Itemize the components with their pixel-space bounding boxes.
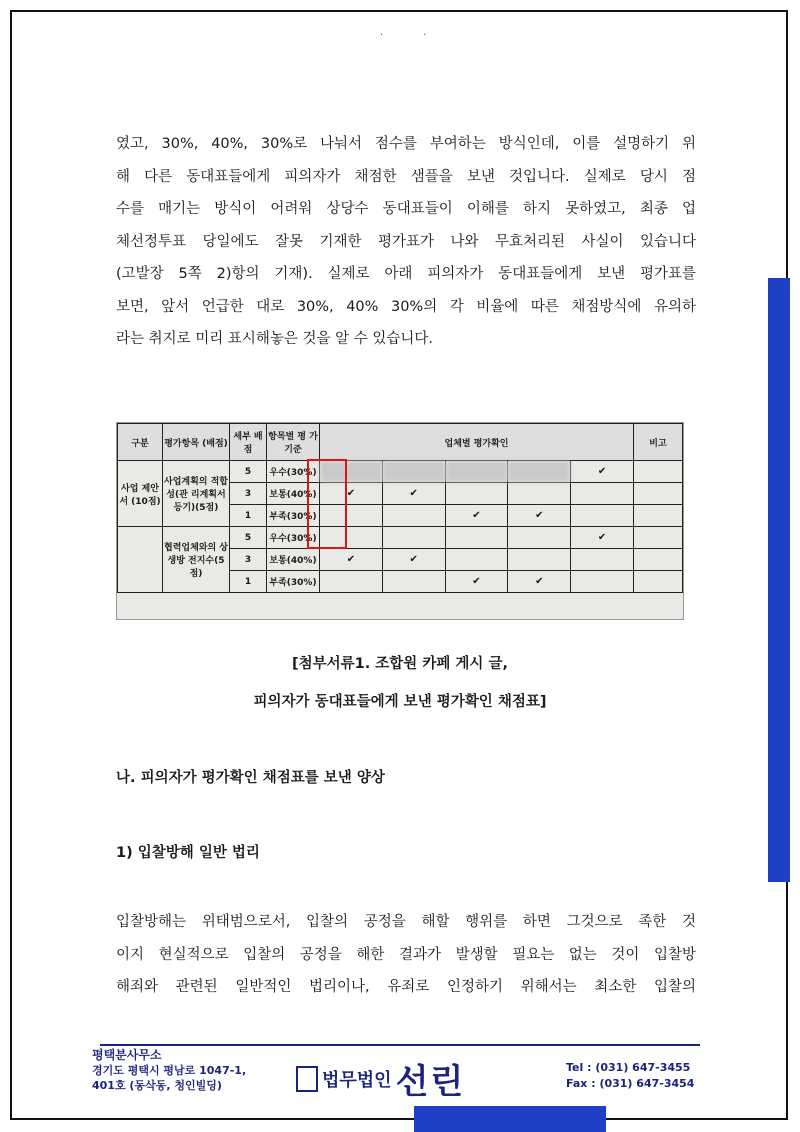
text-line: 라는 취지로 미리 표시해놓은 것을 알 수 있습니다. (116, 331, 434, 347)
header-remarks: 비고 (634, 424, 683, 461)
row-grade: 보통(40%) (267, 549, 320, 571)
text-line: 해 다른 동대표들에게 피의자가 채점한 샘플을 보낸 것입니다. 실제로 당시 점 (116, 168, 696, 185)
row-grade: 부족(30%) (267, 505, 320, 527)
text-line: 입찰방해는 위태범으로서, 입찰의 공정을 해할 행위를 하면 그것으로 족한 것 (116, 914, 696, 930)
fax-number: Fax : (031) 647-3454 (566, 1077, 695, 1090)
figure-caption-line1: [첨부서류1. 조합원 카페 게시 글, (291, 656, 508, 672)
office-address-2: 401호 (동삭동, 청인빌딩) (92, 1079, 222, 1092)
scan-dots: ·· (380, 30, 467, 41)
check-mark: ✔ (382, 549, 445, 571)
row-grade: 우수(30%) (267, 461, 320, 483)
scoring-table-photo (116, 422, 684, 620)
row-score: 5 (230, 461, 267, 483)
section-heading: 나. 피의자가 평가확인 채점표를 보낸 양상 (116, 770, 385, 786)
row-score: 3 (230, 483, 267, 505)
check-mark: ✔ (320, 483, 383, 505)
header-company-eval: 업체별 평가확인 (320, 424, 634, 461)
row-score: 3 (230, 549, 267, 571)
side-accent-bar (768, 278, 790, 882)
scoring-table (117, 423, 683, 593)
text-line: 이지 현실적으로 입찰의 공정을 해한 결과가 발생할 필요는 없는 것이 입찰방 (116, 946, 696, 963)
footer-office (92, 1048, 246, 1093)
row-score: 1 (230, 571, 267, 593)
text-line: (고발장 5쪽 2)항의 기재). 실제로 아래 피의자가 동대표들에게 보낸 평가표를 (116, 266, 696, 282)
header-criteria: 항목별 평 가기준 (267, 424, 320, 461)
firm-name: 선린 (395, 1062, 466, 1102)
item-label: 사업계획의 적합성(관 리계획서 등기)(5점) (163, 461, 230, 527)
text-line: 수를 매기는 방식이 어려워 상당수 동대표들이 이해를 하지 못하였고, 최종 업 (116, 201, 696, 217)
header-score: 세부 배점 (230, 424, 267, 461)
check-mark: ✔ (571, 461, 634, 483)
text-line: 해죄와 관련된 일반적인 법리이나, 유죄로 인정하기 위해서는 최소한 입찰의 (116, 979, 696, 995)
text-line: 보면, 앞서 언급한 대로 30%, 40% 30%의 각 비율에 따른 채점방식에 유의하 (116, 298, 696, 315)
row-grade: 우수(30%) (267, 527, 320, 549)
office-name: 평택분사무소 (92, 1048, 162, 1062)
highlight-box (307, 459, 347, 549)
footer-divider (100, 1044, 700, 1046)
office-address-1: 경기도 평택시 평남로 1047-1, (92, 1064, 247, 1077)
firm-kind: 법무법인 (322, 1069, 392, 1091)
check-mark: ✔ (508, 571, 571, 593)
subsection-heading: 1) 입찰방해 일반 법리 (116, 845, 260, 861)
check-mark: ✔ (445, 571, 508, 593)
header-category: 구분 (118, 424, 163, 461)
item-label: 협력업체와의 상생방 전지수(5점) (163, 527, 230, 593)
footer-contact (566, 1060, 694, 1092)
check-mark: ✔ (571, 527, 634, 549)
phone-number: Tel : (031) 647-3455 (566, 1061, 691, 1074)
row-grade: 보통(40%) (267, 483, 320, 505)
row-score: 1 (230, 505, 267, 527)
row-score: 5 (230, 527, 267, 549)
text-line: 였고, 30%, 40%, 30%로 나눠서 점수를 부여하는 방식인데, 이를 설명하기 위 (116, 136, 696, 152)
check-mark: ✔ (508, 505, 571, 527)
group-label: 사업 제안서 (10점) (118, 461, 163, 527)
figure-caption-line2: 피의자가 동대표들에게 보낸 평가확인 채점표] (253, 694, 547, 710)
check-mark: ✔ (320, 549, 383, 571)
row-grade: 부족(30%) (267, 571, 320, 593)
text-line: 체선정투표 당일에도 잘못 기재한 평가표가 나와 무효처리된 사실이 있습니다 (116, 233, 696, 250)
footer-accent-bar (414, 1106, 606, 1132)
paragraph-2 (116, 906, 696, 1004)
check-mark: ✔ (382, 483, 445, 505)
firm-logo (296, 1054, 465, 1103)
check-mark: ✔ (445, 505, 508, 527)
firm-emblem-icon (296, 1066, 318, 1092)
header-item: 평가항목 (배점) (163, 424, 230, 461)
paragraph-1 (116, 128, 696, 356)
